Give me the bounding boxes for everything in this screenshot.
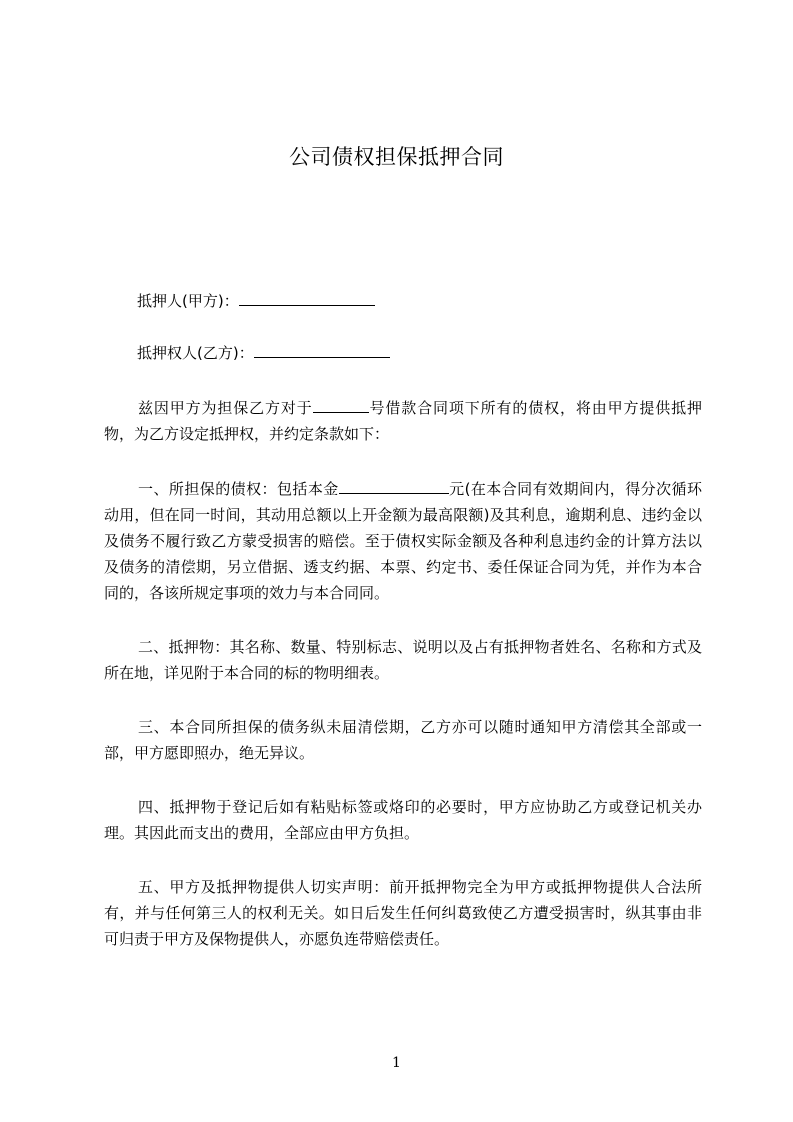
- intro-text-1: 兹因甲方为担保乙方对于: [138, 399, 313, 417]
- mortgagor-label: 抵押人(甲方)：: [137, 292, 239, 310]
- intro-text-2: 号借款合同项下所有的债权，将由甲方提供抵押物，为乙方设定抵押权，并约定条款如下：: [104, 399, 702, 443]
- clause-1: [104, 476, 702, 606]
- mortgagee-field: [137, 342, 390, 363]
- mortgagor-field: [137, 290, 375, 311]
- mortgagor-blank: [239, 290, 375, 306]
- intro-paragraph: [104, 395, 702, 447]
- mortgagee-blank: [254, 342, 390, 358]
- principal-amount-blank: [339, 479, 449, 494]
- contract-number-blank: [313, 398, 369, 413]
- clause-4: 四、抵押物于登记后如有粘贴标签或烙印的必要时，甲方应协助乙方或登记机关办理。其因此而支出的费用，全部应由甲方负担。: [104, 798, 702, 842]
- clause-2: 二、抵押物：其名称、数量、特别标志、说明以及占有抵押物者姓名、名称和方式及所在地，详见附于本合同的标的物明细表。: [104, 638, 702, 682]
- clause-5: 五、甲方及抵押物提供人切实声明：前开抵押物完全为甲方或抵押物提供人合法所有，并与任何第三人的权利无关。如日后发生任何纠葛致使乙方遭受损害时，纵其事由非可归责于甲方及保物提供人，亦愿负连带赔偿责任。: [104, 878, 702, 948]
- clause-1-text-1: 一、所担保的债权：包括本金: [138, 480, 339, 498]
- clause-3: 三、本合同所担保的债务纵未届清偿期，乙方亦可以随时通知甲方清偿其全部或一部，甲方愿即照办，绝无异议。: [104, 718, 702, 762]
- page-title: 公司债权担保抵押合同: [289, 145, 504, 169]
- mortgagee-label: 抵押权人(乙方)：: [137, 344, 254, 362]
- page-number: 1: [392, 1055, 401, 1071]
- clause-1-text-2: 元(在本合同有效期间内，得分次循环动用，但在同一时间，其动用总额以上开金额为最高限额)及其利息，逾期利息、违约金以及债务不履行致乙方蒙受损害的赔偿。至于债权实际金额及各种利息违约金的计算方法以及债务的清偿期，另立借据、透支约据、本票、约定书、委任保证合同为凭，并作为本合同的，各该所规定事项的效力与本合同同。: [104, 480, 702, 602]
